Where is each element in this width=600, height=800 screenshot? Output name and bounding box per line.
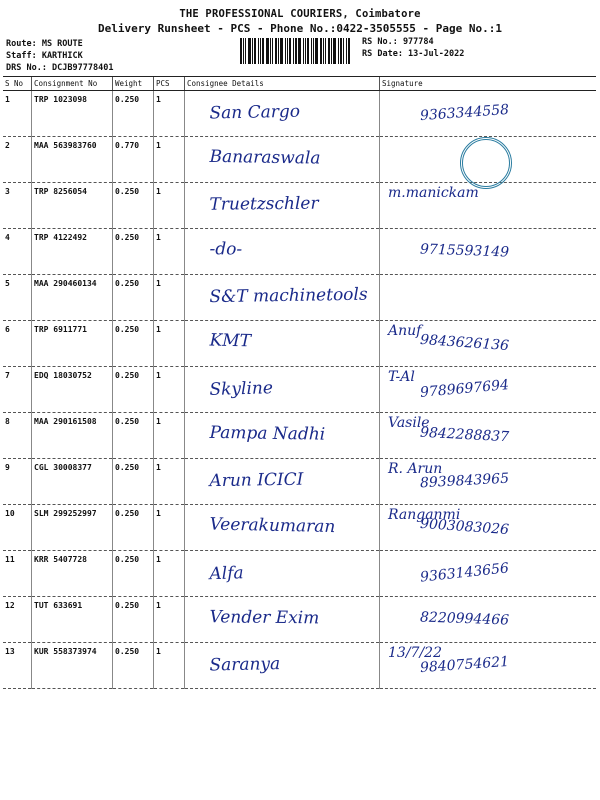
weight-value: 0.250 bbox=[113, 321, 154, 367]
serial-number: 2 bbox=[3, 137, 32, 183]
consignee-name: San Cargo bbox=[184, 88, 380, 138]
table-row bbox=[3, 91, 596, 137]
signature-cell bbox=[380, 413, 597, 459]
consignment-number: MAA 290161508 bbox=[32, 413, 113, 459]
pieces-value: 1 bbox=[154, 505, 185, 551]
signature-cell bbox=[380, 321, 597, 367]
col-header-consignment: Consignment No bbox=[32, 77, 113, 91]
receiver-phone: 9842288837 bbox=[419, 424, 510, 446]
serial-number: 11 bbox=[3, 551, 32, 597]
col-header-consignee: Consignee Details bbox=[185, 77, 380, 91]
consignee-name: Arun ICICI bbox=[184, 457, 380, 506]
pieces-value: 1 bbox=[154, 91, 185, 137]
table-row bbox=[3, 321, 596, 367]
rs-date: RS Date: 13-Jul-2022 bbox=[362, 49, 465, 59]
receiver-phone: 8939843965 bbox=[419, 470, 510, 492]
weight-value: 0.250 bbox=[113, 459, 154, 505]
signature-scrawl: Anuf bbox=[388, 323, 422, 339]
receiver-phone: 9363143656 bbox=[419, 560, 510, 586]
pieces-value: 1 bbox=[154, 183, 185, 229]
consignee-name: Banaraswala bbox=[184, 135, 380, 184]
weight-value: 0.250 bbox=[113, 91, 154, 137]
staff-label: Staff: KARTHICK bbox=[6, 51, 83, 61]
signature-cell bbox=[380, 551, 597, 597]
table-row bbox=[3, 505, 596, 551]
signature-cell bbox=[380, 275, 597, 321]
consignee-name: Skyline bbox=[184, 364, 380, 415]
serial-number: 13 bbox=[3, 643, 32, 689]
consignee-name: Alfa bbox=[184, 547, 380, 599]
consignment-number: SLM 299252997 bbox=[32, 505, 113, 551]
pieces-value: 1 bbox=[154, 459, 185, 505]
table-header-row bbox=[3, 77, 596, 91]
col-header-signature: Signature bbox=[380, 77, 597, 91]
pieces-value: 1 bbox=[154, 275, 185, 321]
consignment-number: TRP 1023098 bbox=[32, 91, 113, 137]
serial-number: 8 bbox=[3, 413, 32, 459]
signature-scrawl: Vasile bbox=[388, 415, 430, 431]
receiver-phone: 9363344558 bbox=[419, 101, 510, 125]
runsheet-table bbox=[3, 76, 596, 689]
signature-cell bbox=[380, 183, 597, 229]
consignment-number: TRP 4122492 bbox=[32, 229, 113, 275]
receiver-phone: 9840754621 bbox=[419, 653, 510, 677]
barcode bbox=[240, 38, 352, 64]
signature-cell bbox=[380, 229, 597, 275]
consignment-number: MAA 563983760 bbox=[32, 137, 113, 183]
consignee-name: Pampa Nadhi bbox=[184, 411, 380, 460]
consignment-number: KRR 5407728 bbox=[32, 551, 113, 597]
pieces-value: 1 bbox=[154, 321, 185, 367]
receiver-phone: 9843626136 bbox=[419, 331, 510, 355]
consignee-name: KMT bbox=[184, 318, 380, 368]
signature-cell bbox=[380, 367, 597, 413]
company-stamp-icon bbox=[460, 137, 512, 189]
signature-scrawl: 13/7/22 bbox=[388, 645, 442, 661]
signature-scrawl: m.manickam bbox=[388, 185, 479, 201]
table-row bbox=[3, 137, 596, 183]
weight-value: 0.250 bbox=[113, 597, 154, 643]
serial-number: 7 bbox=[3, 367, 32, 413]
weight-value: 0.250 bbox=[113, 551, 154, 597]
consignment-number: CGL 30008377 bbox=[32, 459, 113, 505]
document-title: THE PROFESSIONAL COURIERS, Coimbatore bbox=[179, 8, 421, 20]
serial-number: 6 bbox=[3, 321, 32, 367]
meta-left bbox=[6, 38, 113, 74]
consignee-name: Veerakumaran bbox=[184, 502, 380, 552]
weight-value: 0.250 bbox=[113, 275, 154, 321]
consignment-number: MAA 290460134 bbox=[32, 275, 113, 321]
weight-value: 0.250 bbox=[113, 183, 154, 229]
consignee-name: -do- bbox=[184, 227, 379, 275]
document-subtitle: Delivery Runsheet - PCS - Phone No.:0422-3505555 - Page No.:1 bbox=[98, 22, 502, 35]
signature-cell bbox=[380, 137, 597, 183]
serial-number: 9 bbox=[3, 459, 32, 505]
col-header-sno: S No bbox=[3, 77, 32, 91]
consignee-name: Truetzschler bbox=[184, 181, 379, 229]
serial-number: 12 bbox=[3, 597, 32, 643]
consignee-name: Saranya bbox=[184, 640, 380, 690]
serial-number: 5 bbox=[3, 275, 32, 321]
consignee-name: Vender Exim bbox=[184, 595, 379, 643]
consignment-number: TRP 8256054 bbox=[32, 183, 113, 229]
pieces-value: 1 bbox=[154, 229, 185, 275]
consignment-number: EDQ 18030752 bbox=[32, 367, 113, 413]
weight-value: 0.250 bbox=[113, 505, 154, 551]
pieces-value: 1 bbox=[154, 413, 185, 459]
signature-cell bbox=[380, 459, 597, 505]
consignment-number: TRP 6911771 bbox=[32, 321, 113, 367]
receiver-phone: 8220994466 bbox=[419, 609, 510, 629]
signature-scrawl: R. Arun bbox=[388, 461, 443, 477]
pieces-value: 1 bbox=[154, 597, 185, 643]
table-row bbox=[3, 367, 596, 413]
rs-number: RS No.: 977784 bbox=[362, 37, 434, 47]
signature-cell bbox=[380, 643, 597, 689]
table-row bbox=[3, 551, 596, 597]
weight-value: 0.770 bbox=[113, 137, 154, 183]
table-row bbox=[3, 597, 596, 643]
table-row bbox=[3, 459, 596, 505]
weight-value: 0.250 bbox=[113, 643, 154, 689]
pieces-value: 1 bbox=[154, 643, 185, 689]
signature-cell bbox=[380, 505, 597, 551]
col-header-weight: Weight bbox=[113, 77, 154, 91]
serial-number: 3 bbox=[3, 183, 32, 229]
pieces-value: 1 bbox=[154, 551, 185, 597]
receiver-phone: 9789697694 bbox=[419, 377, 510, 401]
table-row bbox=[3, 413, 596, 459]
consignment-number: KUR 558373974 bbox=[32, 643, 113, 689]
signature-cell bbox=[380, 597, 597, 643]
drs-label: DRS No.: DCJB97778401 bbox=[6, 63, 114, 73]
table-row bbox=[3, 183, 596, 229]
weight-value: 0.250 bbox=[113, 229, 154, 275]
weight-value: 0.250 bbox=[113, 413, 154, 459]
table-row bbox=[3, 275, 596, 321]
col-header-pcs: PCS bbox=[154, 77, 185, 91]
consignee-name: S&T machinetools bbox=[184, 273, 380, 322]
weight-value: 0.250 bbox=[113, 367, 154, 413]
serial-number: 1 bbox=[3, 91, 32, 137]
table-row bbox=[3, 643, 596, 689]
table-row bbox=[3, 229, 596, 275]
receiver-phone: 9715593149 bbox=[419, 241, 510, 261]
signature-scrawl: Ranganmi bbox=[388, 507, 461, 523]
consignment-number: TUT 633691 bbox=[32, 597, 113, 643]
receiver-phone: 9003083026 bbox=[419, 515, 510, 539]
serial-number: 4 bbox=[3, 229, 32, 275]
meta-right bbox=[362, 36, 464, 60]
signature-scrawl: T-Al bbox=[388, 369, 415, 385]
signature-cell bbox=[380, 91, 597, 137]
pieces-value: 1 bbox=[154, 137, 185, 183]
pieces-value: 1 bbox=[154, 367, 185, 413]
route-label: Route: MS ROUTE bbox=[6, 39, 83, 49]
serial-number: 10 bbox=[3, 505, 32, 551]
